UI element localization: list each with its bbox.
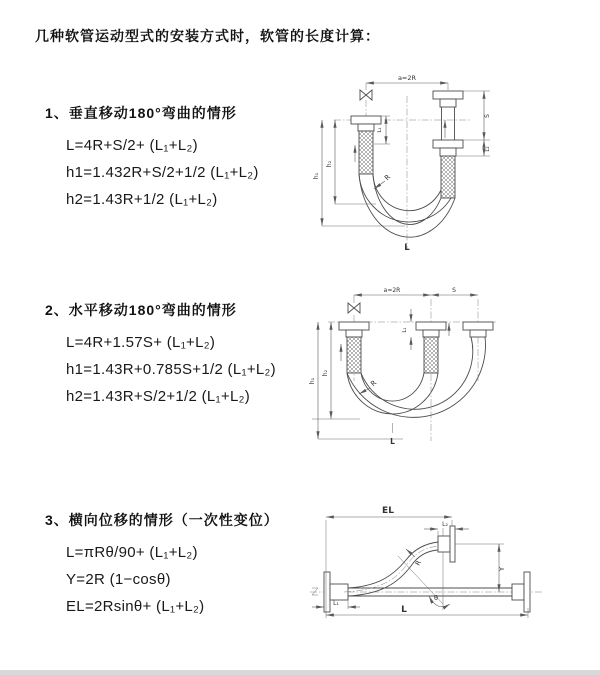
flange-neck [440, 148, 456, 156]
dim-label-h1: h₁ [309, 377, 316, 385]
diagram-lateral-displacement [298, 500, 598, 642]
section-horizontal-180 [45, 300, 276, 410]
flange-plate [524, 572, 530, 612]
braid-section [347, 337, 361, 373]
hose-arc [361, 373, 424, 401]
formula-l: L=4R+1.57S+ (L₁+L₂) [66, 334, 216, 351]
dim-label-y: Y [498, 566, 506, 572]
page-title: 几种软管运动型式的安装方式时，软管的长度计算： [35, 28, 380, 44]
diagram-vertical-180-bend [308, 66, 598, 263]
section-3-heading: 3、横向位移的情形（一次性变位） [45, 512, 279, 528]
pipe-fitting [512, 584, 524, 600]
valve-icon [360, 90, 366, 100]
dim-label-h2: h₂ [322, 369, 329, 377]
hose-arc [347, 373, 438, 414]
formula-l: L=4R+S/2+ (L₁+L₂) [66, 137, 198, 154]
length-label: L [401, 605, 407, 615]
dim-label-a2r: a=2R [397, 74, 417, 82]
dim-label-h2: h₂ [326, 160, 333, 168]
dim-label-a2r: a=2R [383, 287, 401, 294]
section-lateral-displacement [45, 510, 279, 620]
dim-label-l1: L₁ [377, 127, 383, 133]
dim-label-l2: L₂ [485, 146, 491, 152]
radius-leader [406, 549, 415, 557]
dim-label-l1: L₁ [402, 327, 408, 333]
section-vertical-180 [45, 103, 259, 213]
flange-lower [433, 140, 463, 148]
valve-icon [348, 303, 354, 313]
flange-moved [463, 322, 493, 330]
valve-icon [354, 303, 360, 313]
break-mark [312, 588, 318, 595]
braid-section [424, 337, 438, 373]
flange-neck [440, 99, 456, 107]
dim-label-l2: L₂ [442, 521, 448, 528]
dim-label-h1: h₁ [313, 172, 320, 180]
length-label: L [390, 437, 395, 446]
section-2-heading: 2、水平移动180°弯曲的情形 [45, 302, 237, 318]
flange-upper [433, 91, 463, 99]
dim-label-s: S [484, 114, 491, 118]
formula-h1: h1=1.43R+0.785S+1/2 (L₁+L₂) [66, 361, 276, 378]
section-1-heading: 1、垂直移动180°弯曲的情形 [45, 105, 237, 121]
radius-label: R [383, 173, 393, 183]
radius-label: R [369, 378, 379, 389]
diagram-horizontal-180-bend [308, 281, 598, 466]
angle-arc [429, 596, 450, 607]
braid-section [359, 131, 373, 174]
flange-neck [346, 330, 362, 337]
formula-l: L=πRθ/90+ (L₁+L₂) [66, 544, 198, 561]
dim-label-el: EL [382, 506, 394, 516]
formula-y: Y=2R (1−cosθ) [66, 571, 171, 588]
formula-h2: h2=1.43R+S/2+1/2 (L₁+L₂) [66, 388, 251, 405]
hose-wall [348, 542, 438, 588]
scan-edge [0, 670, 600, 675]
flange-neck [470, 330, 486, 337]
braid-section [441, 156, 455, 198]
flange [339, 322, 369, 330]
theta-label: θ [434, 594, 438, 602]
valve-icon [366, 90, 372, 100]
flange-plate [324, 572, 330, 612]
flange [351, 116, 381, 124]
formula-h2: h2=1.43R+1/2 (L₁+L₂) [66, 191, 218, 208]
formula-h1: h1=1.432R+S/2+1/2 (L₁+L₂) [66, 164, 259, 181]
dim-label-s: S [452, 287, 456, 294]
flange-plate [450, 526, 455, 562]
dim-label-l1: L₁ [333, 600, 339, 607]
radius-label: R [413, 559, 423, 567]
length-label: L [404, 243, 410, 253]
formula-el: EL=2Rsinθ+ (L₁+L₂) [66, 598, 205, 615]
radius-leader [374, 181, 385, 189]
hose-arc [361, 337, 473, 409]
flange-neck [423, 330, 439, 337]
flange-neck [358, 124, 374, 131]
hose-arc [347, 337, 485, 417]
pipe-fitting [438, 536, 450, 552]
flange [416, 322, 446, 330]
radius-leader [359, 388, 370, 394]
